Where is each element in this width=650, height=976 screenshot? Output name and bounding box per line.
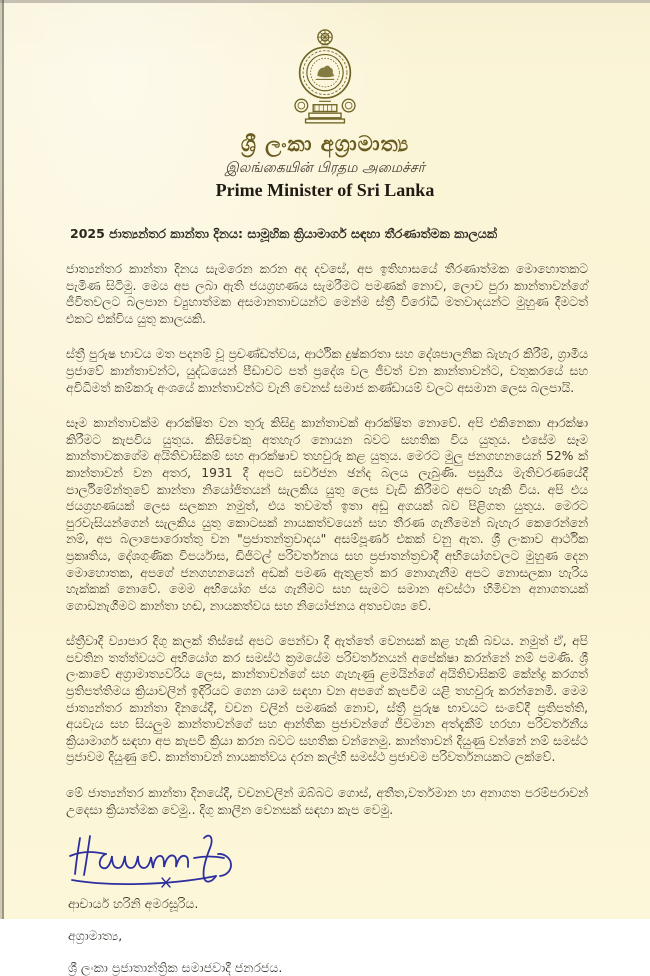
letterhead-title-tamil: இலங்கையின் பிரதம அமைச்சர் — [225, 160, 425, 176]
letterhead-title-sinhala: ශ්‍රී ලංකා අග්‍රාමාත්‍ය — [240, 132, 410, 156]
letter-paragraph-5: මේ ජාත්‍යන්තර කාන්තා දිනයේදී, වචනවලින් ඔබ්බට ගොස්, අතීත,වර්තමාන හා අනාගත පරම්පරාවන් උදෙසා ක්‍රියාත්මක වෙමු.. දිගු කාලීන වෙනසක් සඳහා කැප වෙමු. — [66, 786, 588, 817]
signatory-position: අග්‍රාමාත්‍ය, — [68, 928, 123, 944]
scan-edge-left — [2, 0, 4, 919]
letterhead-title-english: Prime Minister of Sri Lanka — [215, 180, 435, 200]
signatory-state: ශ්‍රී ලංකා ප්‍රජාතාන්ත්‍රික සමාජවාදී ජනරජය. — [68, 960, 283, 976]
sri-lanka-national-emblem-icon — [287, 27, 363, 125]
scan-edge-top — [0, 0, 650, 3]
letter-subject: 2025 ජාත්‍යන්තර කාන්තා දිනය: සාමූහික ක්‍රියාමාර්ග සඳහා තීරණාත්මක කාලයක් — [70, 226, 498, 241]
letter-paragraph-2: ස්ත්‍රී පුරුෂ භාවය මත පදනම් වූ ප්‍රචණ්ඩත්වය, ආර්ථික දුෂ්කරතා සහ දේශපාලනික බැහැර කිරීම්, ග්‍රාමීය ප්‍රජාවේ කාන්තාවන්ට, යුද්ධයෙන් පීඩාවට පත් ප්‍රදේශ වල ජීවත් වන කාන්තාවන්ට, වතුකරයේ සහ අවිධිමත් කම්කරු අංශයේ කාන්තාවන්ට වැනි වෙනස් සමාජ කණ්ඩායම් වලට අසමාන ලෙස බලපායි. — [66, 347, 588, 395]
handwritten-signature-icon — [66, 828, 246, 890]
signature-block — [66, 828, 650, 892]
signatory-name: ආචාර්ය හරිනි අමරසූරිය. — [68, 896, 199, 912]
letterhead-emblem — [0, 0, 650, 125]
letter-paragraph-1: ජාත්‍යන්තර කාන්තා දිනය සැමරෙන කරන අද දවසේ, අප ඉතිහාසයේ තීරණාත්මක මොහොතකට පැමිණ සිටිමු. මෙය අප ලබා ඇති ජයග්‍රහණය සැමරීමට පමණක් නොව, ලොව පුරා කාන්තාවන්ගේ ජීවිතවලට බලපාන ව්‍යුහාත්මක අසමානතාවයන්ට මෙන්ම ස්ත්‍රී විරෝධී මතවාදයන්ට මුහුණ දීමටත් එකට එක්විය යුතු කාලයකි. — [66, 262, 588, 326]
letter-paragraph-3: සෑම කාන්තාවක්ම ආරක්ෂිත වන තුරු කිසිදු කාන්තාවක් ආරක්ෂිත නොවේ. අපි එකිනෙකා ආරක්ෂා කිරීමට කැපවිය යුතුය. කිසිවෙකු අතහැර නොයන බවට සහතික විය යුතුය. එසේම සෑම කාන්තාවකගේම අයිතිවාසිකම් සහ ආරක්ෂාව තහවුරු කළ යුතුය. මෙරට මුලු ජනගහනයෙන් 52% ක් කාන්තාවන් වන අතර, 1931 දී අපට සර්වජන ඡන්ද බලය ලැබුණි. පසුගිය මැතිවරණයේදී පාර්ලිමේන්තුවේ කාන්තා නියෝජිතයන් සැලකිය යුතු ලෙස වැඩි කිරීමට අපට හැකි විය. අපි එය ජයග්‍රහණයක් ලෙස සලකන නමුත්, එය තවමත් ඉතා අඩු අගයක් බව පිළිගත යුතුය. මෙරට පුරවැසියන්ගෙන් සැලකිය යුතු කොටසක් නායකත්වයෙන් සහ තීරණ ගැනීමෙන් බැහැර කෙරෙන්නේ නම්, අප බලාපොරොත්තු වන "ප්‍රජාතන්ත්‍රවාදය" අසම්පූර්ණ එකක් වනු ඇත. ශ්‍රී ලංකාව ආර්ථික ප්‍රකෘතිය, දේශගුණික විපර්යාස, ඩිජිටල් පරිවර්තනය සහ ප්‍රජාතන්ත්‍රවාදී අභියෝගවලට මුහුණ දෙන මොහොතක, අපගේ ජනගහනයෙන් අඩක් පමණ ඇතුළත් කර නොගැනීම අපට නොසලකා හැරිය හැක්කක් නොවේ. මෙම අභියෝග ජය ගැනීමට සහ සැමට සමාන අවස්ථා හිමිවන අනාගතයක් ගොඩනැගීමට කාන්තා හඬ, නායකත්වය සහ නියෝජනය අත්‍යවශ්‍ය වේ. — [66, 416, 588, 613]
letter-paragraph-4: ස්ත්‍රීවාදී ව්‍යාපාර දිගු කලක් තිස්සේ අපට පෙන්වා දී ඇත්තේ වෙනසක් කළ හැකි බවය. නමුත් ඒ, අපි පවතින තත්ත්වයට අභියෝග කර සමස්ථ ක්‍රමයේම පරිවර්තනයන් අපේක්ෂා කරන්නේ නම් පමණි. ශ්‍රී ලංකාවේ අග්‍රාමාත්‍යවරිය ලෙස, කාන්තාවන්ගේ සහ ගැහැණු ළමයින්ගේ අයිතිවාසිකම් කේන්ද්‍ර කරගත් ප්‍රතිපත්තිමය ක්‍රියාවලින් ඉදිරියට ගෙන යාම සඳහා වන අපගේ කැපවීම යළි තහවුරු කරන්නෙමි. මෙම ජාත්‍යන්තර කාන්තා දිනයේදී, වචන වලින් පමණක් නොව, ස්ත්‍රී පුරුෂ භාවයට සංවේදී ප්‍රතිපත්ති, අයවැය සහ සියලුම කාන්තාවන්ගේ සහ ආන්තික ප්‍රජාවන්ගේ ජීවමාන අත්දැකීම් හරහා පරිවර්තනීය ක්‍රියාමාර්ග සඳහා අප කැපවී ක්‍රියා කරන බවට සහතික වන්නෙමු. කාන්තාවන් දියුණු වන්නේ නම් සමස්ථ ප්‍රජාවම දියුණු වේ. කාන්තාවන් නායකත්වය දරන කල්හි සමස්ථ ප්‍රජාවම පරිවර්තනයකට ලක්වේ. — [66, 634, 588, 765]
letter-body — [0, 261, 650, 818]
